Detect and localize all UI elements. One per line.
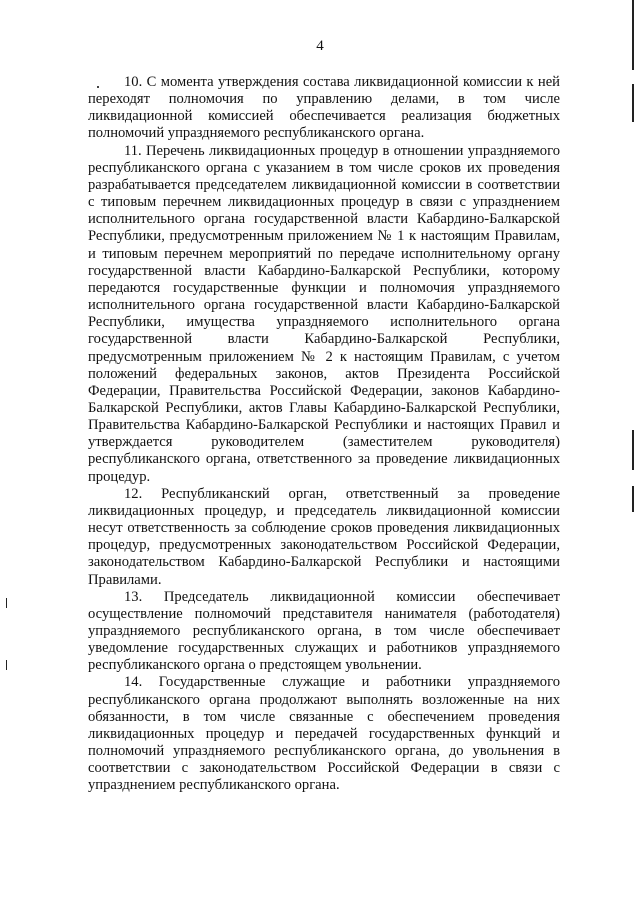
paragraph-10: 10. С момента утверждения состава ликвидационной комиссии к ней переходят полномочия по управлению делами, в том числе ликвидационной комиссией обеспечивается реализация бюджетных полномочий упраздняемого республиканского органа. <box>88 74 560 142</box>
paragraph-13: 13. Председатель ликвидационной комиссии обеспечивает осуществление полномочий представителя нанимателя (работодателя) упраздняемого республиканского органа, в том числе обеспечивает уведомление государственных служащих и работников упраздняемого республиканского органа о предстоящем увольнении. <box>88 588 560 674</box>
paragraph-14: 14. Государственные служащие и работники упраздняемого республиканского органа продолжают выполнять возложенные на них обязанности, в том числе связанные с обеспечением проведения ликвидационных процедур и передачей государственных функций и полномочий упраздняемого республиканского органа, до увольнения в соответствии с законодательством Российской Федерации в связи с упразднением республиканского органа. <box>88 674 560 794</box>
page-number: 4 <box>316 38 324 54</box>
scan-edge-line-middle <box>632 430 634 470</box>
paragraph-12: 12. Республиканский орган, ответственный за проведение ликвидационных процедур, и председатель ликвидационной комиссии несут ответственность за соблюдение сроков проведения ликвидационных процедур, предусмотренных законодательством Российской Федерации, законодательством Кабардино-Балкарской Республики и настоящими Правилами. <box>88 485 560 588</box>
scan-mark-left-2 <box>6 660 7 670</box>
scan-dot <box>97 86 99 88</box>
scan-edge-line-lower <box>632 486 634 512</box>
document-body <box>88 74 560 795</box>
scan-mark-left-1 <box>6 598 7 608</box>
scan-edge-line-upper <box>632 84 634 122</box>
scan-edge-line-top <box>632 0 634 70</box>
paragraph-11: 11. Перечень ликвидационных процедур в отношении упраздняемого республиканского органа с указанием в том числе сроков их проведения разрабатывается председателем ликвидационной комиссии в соответствии с типовым перечнем ликвидационных процедур в связи с упразднением исполнительного органа государственной власти Кабардино-Балкарской Республики, предусмотренным приложением № 1 к настоящим Правилам, и типовым перечнем мероприятий по передаче исполнительному органу государственной власти Кабардино-Балкарской Республики, которому передаются государственные функции и полномочия упраздняемого исполнительного органа государственной власти Кабардино-Балкарской Республики, имущества упраздняемого исполнительного органа государственной власти Кабардино-Балкарской Республики, предусмотренным приложением № 2 к настоящим Правилам, с учетом положений федеральных законов, актов Президента Российской Федерации, Правительства Российской Федерации, законов Кабардино-Балкарской Республики, актов Главы Кабардино-Балкарской Республики, Правительства Кабардино-Балкарской Республики и настоящих Правил и утверждается руководителем (заместителем руководителя) республиканского органа, ответственного за проведение ликвидационных процедур. <box>88 142 560 485</box>
